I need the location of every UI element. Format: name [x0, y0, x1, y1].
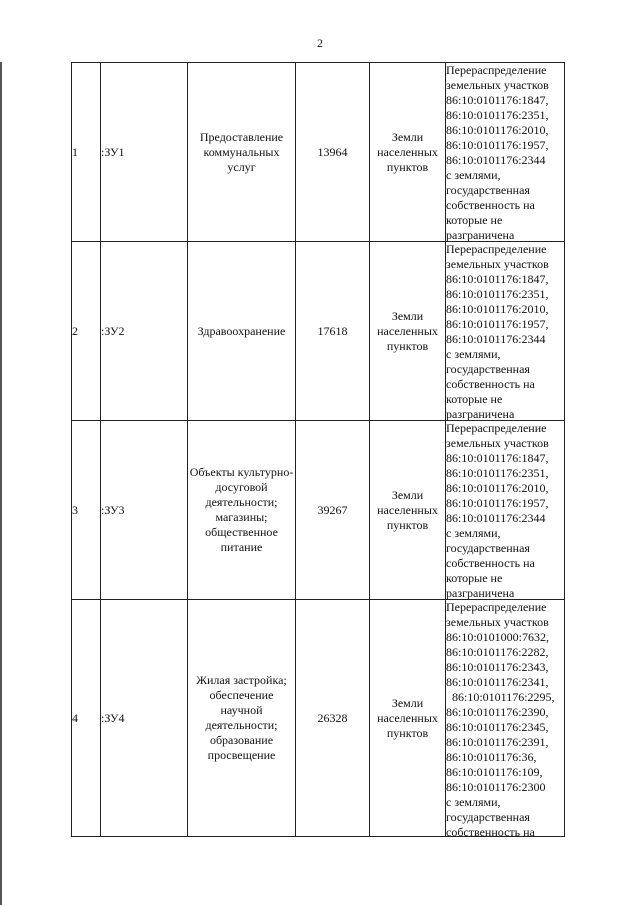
land-category: Земли населенных пунктов [370, 242, 446, 421]
row-number: 2 [72, 242, 101, 421]
note-line: 86:10:0101176:2341, [446, 675, 549, 689]
note-line: собственность на [446, 377, 535, 391]
permitted-use: Здравоохранение [188, 242, 296, 421]
note-line: 86:10:0101176:2344 [446, 332, 546, 346]
note-line: разграничена [446, 228, 515, 241]
row-number: 1 [72, 63, 101, 242]
parcel-code: :ЗУ3 [101, 421, 188, 600]
note-line: которые не [446, 392, 503, 406]
note-lines [446, 421, 564, 599]
note-line: с землями, [446, 795, 501, 809]
note-line: собственность на [446, 556, 535, 570]
parcel-code: :ЗУ2 [101, 242, 188, 421]
note-line: земельных участков [446, 615, 549, 629]
note-line: 86:10:0101176:2390, [446, 705, 549, 719]
note-line: 86:10:0101176:2343, [446, 660, 549, 674]
note-line: 86:10:0101176:1847, [446, 93, 549, 107]
note-line: которые не [446, 213, 503, 227]
note-line: 86:10:0101176:1847, [446, 272, 549, 286]
permitted-use: Объекты культурно-досуговой деятельности; магазины; общественное питание [188, 421, 296, 600]
note-line: 86:10:0101176:1957, [446, 138, 549, 152]
note-line: земельных участков [446, 436, 549, 450]
permitted-use: Предоставление коммунальных услуг [188, 63, 296, 242]
table-row [72, 63, 565, 242]
formation-method [446, 242, 565, 421]
note-line: 86:10:0101176:109, [446, 765, 543, 779]
note-line: 86:10:0101176:2345, [446, 720, 549, 734]
parcel-code: :ЗУ1 [101, 63, 188, 242]
note-line: собственность на [446, 198, 535, 212]
note-line: 86:10:0101176:2010, [446, 481, 549, 495]
note-line: 86:10:0101176:2351, [446, 108, 549, 122]
note-line: Перераспределение [446, 600, 547, 614]
parcel-area: 39267 [296, 421, 370, 600]
note-line: 86:10:0101176:2344 [446, 153, 546, 167]
table-row [72, 421, 565, 600]
note-line: 86:10:0101176:2344 [446, 511, 546, 525]
note-lines [446, 63, 564, 241]
note-line: разграничена [446, 586, 515, 599]
parcel-code: :ЗУ4 [101, 600, 188, 837]
note-line: 86:10:0101176:2391, [446, 735, 549, 749]
note-lines [446, 242, 564, 420]
note-line: с землями, [446, 526, 501, 540]
note-line: 86:10:0101176:2351, [446, 466, 549, 480]
land-category: Земли населенных пунктов [370, 63, 446, 242]
note-line: собственность на [446, 825, 535, 836]
note-line: Перераспределение [446, 242, 547, 256]
note-line: разграничена [446, 407, 515, 420]
note-line: Перераспределение [446, 421, 547, 435]
parcels-table [71, 62, 565, 837]
note-line: государственная [446, 183, 530, 197]
note-line: 86:10:0101176:2010, [446, 123, 549, 137]
note-line: Перераспределение [446, 63, 547, 77]
note-line: 86:10:0101176:2010, [446, 302, 549, 316]
note-line: государственная [446, 810, 530, 824]
permitted-use: Жилая застройка; обеспечение научной деятельности; образование просвещение [188, 600, 296, 837]
row-number: 3 [72, 421, 101, 600]
note-line: с землями, [446, 347, 501, 361]
note-line: 86:10:0101176:2282, [446, 645, 549, 659]
parcel-area: 26328 [296, 600, 370, 837]
note-line: земельных участков [446, 257, 549, 271]
formation-method [446, 600, 565, 837]
scan-edge-line [0, 62, 2, 905]
formation-method [446, 63, 565, 242]
note-line: 86:10:0101176:1957, [446, 496, 549, 510]
note-line: 86:10:0101000:7632, [446, 630, 550, 644]
note-line: государственная [446, 541, 530, 555]
note-line: 86:10:0101176:1957, [446, 317, 549, 331]
note-line: земельных участков [446, 78, 549, 92]
note-line: 86:10:0101176:2295, [452, 690, 555, 704]
note-line: 86:10:0101176:2351, [446, 287, 549, 301]
note-line: с землями, [446, 168, 501, 182]
formation-method [446, 421, 565, 600]
page-number: 2 [317, 36, 323, 50]
note-line: государственная [446, 362, 530, 376]
note-line: 86:10:0101176:1847, [446, 451, 549, 465]
note-line: 86:10:0101176:2300 [446, 780, 546, 794]
land-category: Земли населенных пунктов [370, 421, 446, 600]
parcel-area: 13964 [296, 63, 370, 242]
note-line: которые не [446, 571, 503, 585]
parcel-area: 17618 [296, 242, 370, 421]
note-lines [446, 600, 564, 836]
table-row [72, 242, 565, 421]
table-row [72, 600, 565, 837]
land-category: Земли населенных пунктов [370, 600, 446, 837]
row-number: 4 [72, 600, 101, 837]
note-line: 86:10:0101176:36, [446, 750, 537, 764]
